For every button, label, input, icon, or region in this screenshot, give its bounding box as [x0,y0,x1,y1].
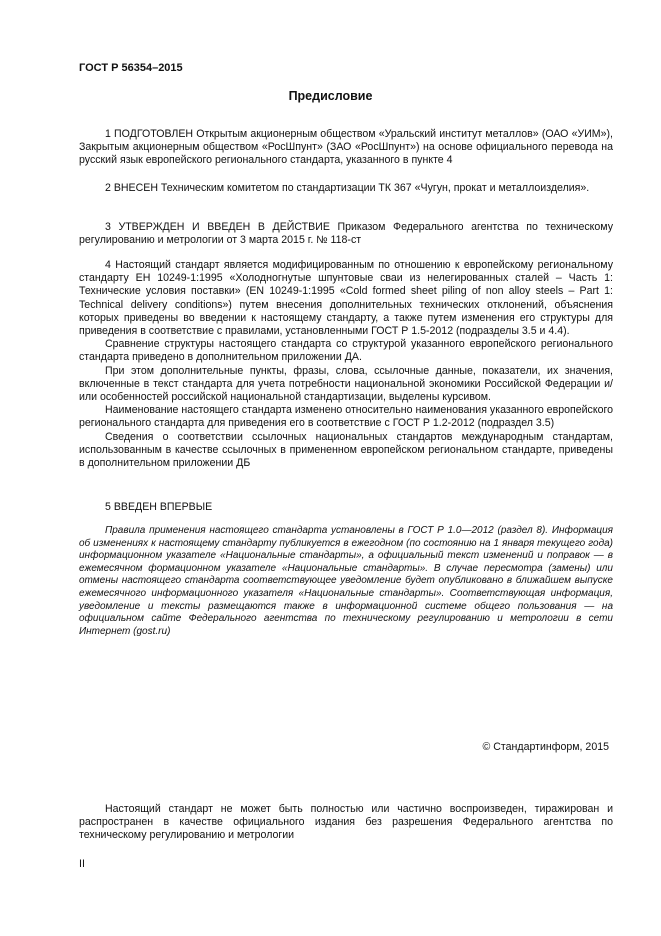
document-code-header: ГОСТ Р 56354–2015 [79,62,183,74]
section-4-para-5: Сведения о соответствии ссылочных национальных стандартов международным стандартам, использованным в качестве ссылочных в примененном европейском региональном стандарте, приведены в дополнительном приложении ДБ [79,430,613,470]
section-2 [79,182,613,195]
page-title: Предисловие [288,89,373,103]
copyright: © Стандартинформ, 2015 [482,741,609,753]
page-number: II [79,858,85,870]
rules-note-text: Правила применения настоящего стандарта установлены в ГОСТ Р 1.0—2012 (раздел 8). Информация об изменениях к настоящему стандарту публикуется в ежегодном (по состоянию на 1 января текущего года) информационном указателе «Национальные стандарты», а официальный текст изменений и поправок — в ежемесячном формационном указателе «Национальные стандарты». В случае пересмотра (замены) или отмены настоящего стандарта соответствующее уведомление будет опубликовано в ближайшем выпуске ежемесячного информационного указателя «Национальные стандарты». Соответствующая информация, уведомление и тексты размещаются также в информационной системе общего пользования — на официальном сайте Федерального агентства по техническому регулированию и метрологии в сети Интернет (gost.ru) [79,525,613,637]
section-4-para-3: При этом дополнительные пункты, фразы, слова, ссылочные данные, показатели, их значения, включенные в текст стандарта для учета потребности национальной экономики Российской Федерации и/или особенностей российской национальной стандартизации, выделены курсивом. [79,364,613,404]
rules-note [79,525,613,638]
section-4 [79,259,613,470]
section-5-text: 5 ВВЕДЕН ВПЕРВЫЕ [105,501,213,513]
section-1-text: 1 ПОДГОТОВЛЕН Открытым акционерным обществом «Уральский институт металлов» (ОАО «УИМ»), Закрытым акционерным обществом «РосШпунт» (ЗАО «РосШпунт») на основе официального перевода на русский язык европейского регионального стандарта, указанного в пункте 4 [79,128,613,167]
reproduction-notice [79,803,613,843]
section-2-text: 2 ВНЕСЕН Техническим комитетом по стандартизации ТК 367 «Чугун, прокат и металлоизделия». [105,182,590,194]
section-4-para-2: Сравнение структуры настоящего стандарта со структурой указанного европейского регионального стандарта приведено в дополнительном приложении ДА. [79,338,613,364]
section-4-para-4: Наименование настоящего стандарта изменено относительно наименования указанного европейского регионального стандарта для приведения его в соответствие с ГОСТ Р 1.2-2012 (подраздел 3.5) [79,404,613,430]
section-1 [79,128,613,168]
section-5 [79,501,613,514]
section-3 [79,221,613,247]
section-3-text: 3 УТВЕРЖДЕН И ВВЕДЕН В ДЕЙСТВИЕ Приказом Федерального агентства по техническому регулированию и метрологии от 3 марта 2015 г. № 118-ст [79,221,613,247]
reproduction-notice-text: Настоящий стандарт не может быть полностью или частично воспроизведен, тиражирован и распространен в качестве официального издания без разрешения Федерального агентства по техническому регулированию и метрологии [79,803,613,842]
section-4-para-1: 4 Настоящий стандарт является модифицированным по отношению к европейскому региональному стандарту ЕН 10249-1:1995 «Холодногнутые шпунтовые сваи из нелегированных сталей – Часть 1: Технические условия поставки» (EN 10249-1:1995 «Cold formed sheet piling of non alloy steels – Part 1: Technical delivery conditions») путем внесения дополнительных технических отклонений, объяснения которых приведены во введении к настоящему стандарту, а также путем изменения его структуры для приведения в соответствие с правилами, установленными ГОСТ Р 1.5-2012 (подразделы 3.5 и 4.4). [79,259,613,338]
